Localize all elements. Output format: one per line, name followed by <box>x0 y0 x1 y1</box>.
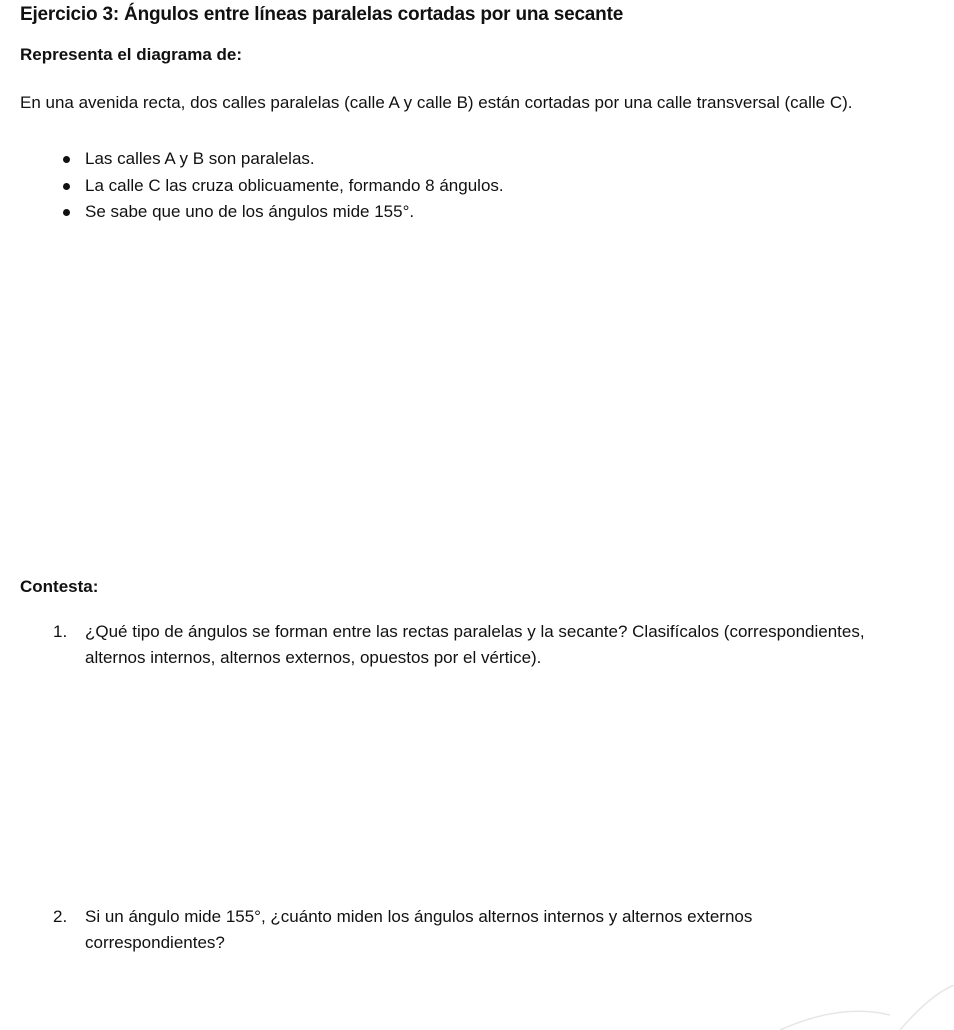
question-2 <box>0 904 900 956</box>
exercise-title: Ejercicio 3: Ángulos entre líneas paralelas cortadas por una secante <box>20 4 624 25</box>
facts-list <box>0 146 504 226</box>
list-item-text: Las calles A y B son paralelas. <box>85 149 315 168</box>
list-item-text: La calle C las cruza oblicuamente, formando 8 ángulos. <box>85 175 504 195</box>
problem-statement: En una avenida recta, dos calles paralelas (calle A y calle B) están cortadas por una calle transversal (calle C). <box>20 93 853 112</box>
question-text: ¿Qué tipo de ángulos se forman entre las rectas paralelas y la secante? Clasifícalos (correspondientes, alternos internos, alternos externos, opuestos por el vértice). <box>85 622 865 667</box>
list-item <box>0 173 504 200</box>
question-number: 1. <box>53 622 68 641</box>
bullet-icon <box>63 183 70 190</box>
decorative-corner-arc <box>780 985 954 1030</box>
instruction-heading: Representa el diagrama de: <box>20 45 243 64</box>
bullet-icon <box>63 156 70 163</box>
answer-heading: Contesta: <box>20 577 99 596</box>
bullet-icon <box>63 209 70 216</box>
list-item <box>0 146 504 173</box>
list-item-text: Se sabe que uno de los ángulos mide 155°. <box>85 202 415 221</box>
question-number: 2. <box>53 907 68 926</box>
list-item <box>0 199 504 226</box>
question-1 <box>0 619 900 671</box>
question-text: Si un ángulo mide 155°, ¿cuánto miden los ángulos alternos internos y alternos externos correspondientes? <box>85 907 753 952</box>
